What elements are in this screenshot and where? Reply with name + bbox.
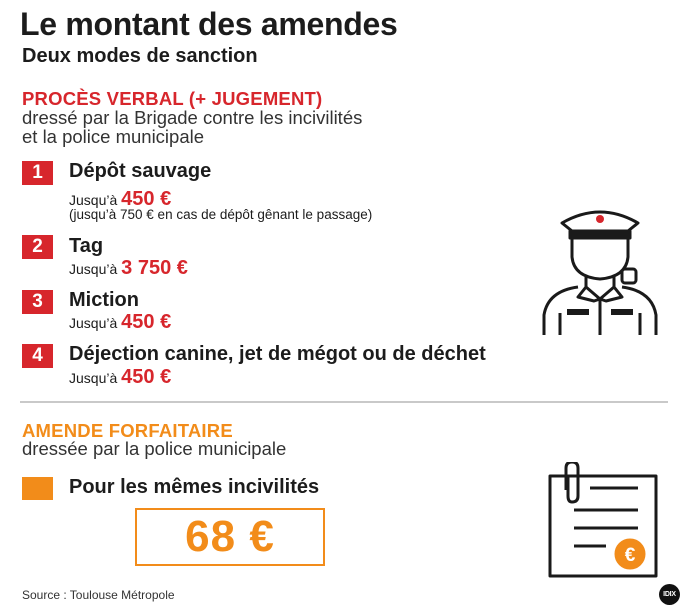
item-number-badge: 2 bbox=[22, 235, 53, 259]
item-title: Miction bbox=[69, 289, 139, 311]
amount-prefix: Jusqu’à bbox=[69, 315, 118, 331]
forfaitaire-amount-box: 68 € bbox=[135, 508, 325, 566]
proces-verbal-desc-line1: dressé par la Brigade contre les incivilités bbox=[22, 107, 363, 128]
item-number-badge: 4 bbox=[22, 344, 53, 368]
idix-logo: IDIX bbox=[659, 584, 680, 605]
item-number-badge: 3 bbox=[22, 290, 53, 314]
amende-forfaitaire-heading: AMENDE FORFAITAIRE bbox=[22, 420, 233, 441]
amount-prefix: Jusqu’à bbox=[69, 370, 118, 386]
amount-value: 3 750 € bbox=[121, 257, 188, 279]
item-title: Tag bbox=[69, 235, 104, 257]
section-divider bbox=[20, 401, 668, 403]
police-officer-icon bbox=[540, 205, 660, 335]
amount-value: 450 € bbox=[121, 311, 172, 333]
item-amount-line bbox=[69, 366, 171, 389]
source-credit: Source : Toulouse Métropole bbox=[22, 588, 175, 602]
item-note: (jusqu’à 750 € en cas de dépôt gênant le passage) bbox=[69, 207, 373, 222]
svg-text:€: € bbox=[624, 545, 636, 566]
proces-verbal-heading: PROCÈS VERBAL (+ JUGEMENT) bbox=[22, 88, 323, 109]
item-amount-line bbox=[69, 257, 188, 280]
proces-verbal-desc-line2: et la police municipale bbox=[22, 126, 205, 147]
amount-value: 450 € bbox=[121, 188, 172, 210]
amount-prefix: Jusqu’à bbox=[69, 261, 118, 277]
item-title: Déjection canine, jet de mégot ou de déchet bbox=[69, 343, 486, 365]
forfaitaire-item: Pour les mêmes incivilités bbox=[69, 476, 320, 498]
item-title: Dépôt sauvage bbox=[69, 160, 212, 182]
amount-prefix: Jusqu’à bbox=[69, 192, 118, 208]
item-amount-line bbox=[69, 311, 171, 334]
ticket-document-icon bbox=[544, 462, 664, 580]
item-number-badge: 1 bbox=[22, 161, 53, 185]
orange-bullet bbox=[22, 477, 53, 500]
amende-forfaitaire-desc: dressée par la police municipale bbox=[22, 438, 287, 459]
amount-value: 450 € bbox=[121, 366, 172, 388]
page-title: Le montant des amendes bbox=[20, 6, 398, 42]
page-subtitle: Deux modes de sanction bbox=[22, 45, 258, 67]
